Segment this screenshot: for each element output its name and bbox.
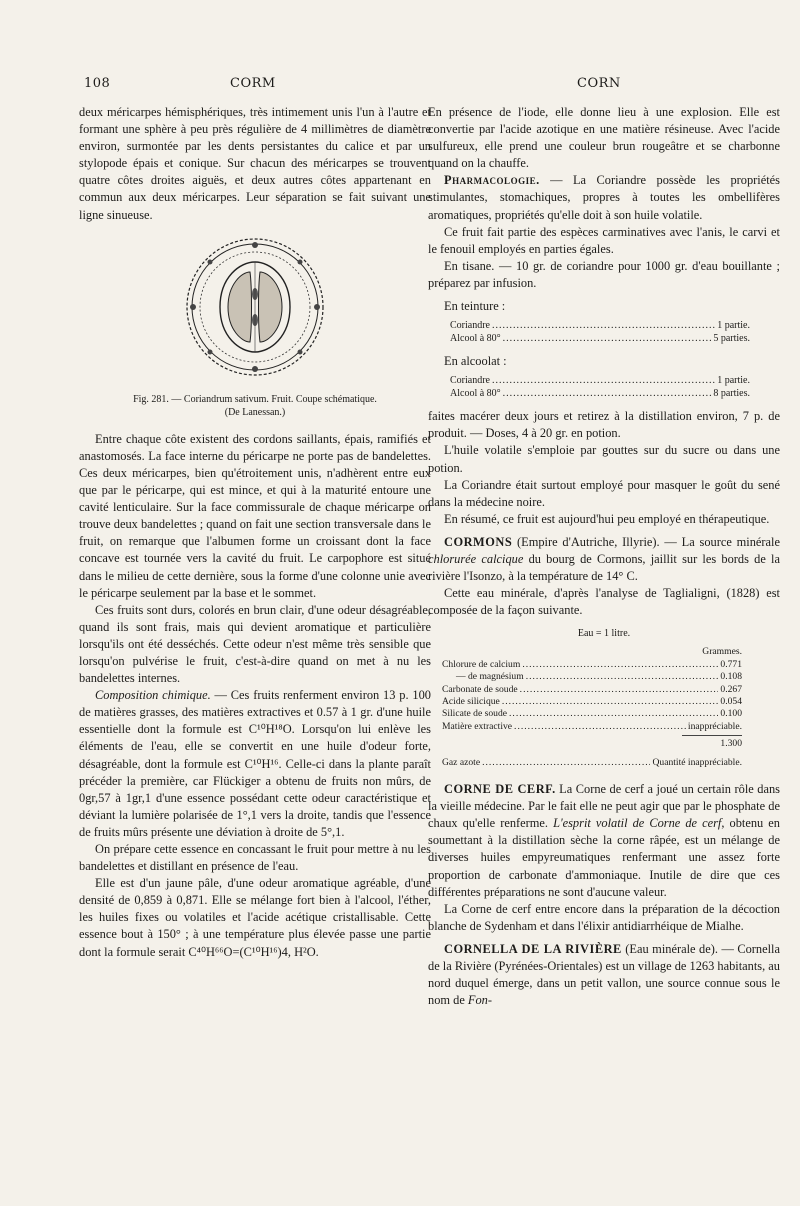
entry-heading: CORNE DE CERF. [444,782,556,797]
figure-caption: Fig. 281. — Coriandrum sativum. Fruit. Coupe schématique. (De Lanessan.) [133,393,377,418]
recipe-alcoolat [450,374,750,400]
section-heading: Composition chimique. [95,688,211,703]
table-unit: Grammes. [702,646,742,658]
paragraph: En présence de l'iode, elle donne lieu à une explosion. Elle est convertie par l'acide azotique en une matière résineuse. Avec l'acide sulfureux, elle prend une couleur brun rougeâtre et se charbonne quand on la chauffe. [428,105,780,171]
entry-cormons: CORMONS (Empire d'Autriche, Illyrie). — La source minérale chlorurée calcique du bourg de Cormons, jaillit sur les bords de la rivière l'Isonzo, à la température de 14° C. [428,534,780,584]
entry-corne-de-cerf: CORNE DE CERF. La Corne de cerf a joué un certain rôle dans la vieille médecine. Par le fait elle ne peut agir que par le phosphate de chaux qu'elle renferme. L'esprit volatil de Corne de cerf, obtenu en soumettant à la distillation sèche la corne râpée, est un mélange de diverses huiles empyreumatiques renfermant une assez forte proportion de carbonate d'ammoniaque. Inutile de dire que ces différentes préparations ne sont d'aucune valeur. [428,782,780,899]
figure-coriander-section [79,232,431,387]
paragraph: On prépare cette essence en concassant le fruit pour mettre à nu les bandelettes et distillant en présence de l'eau. [79,842,431,874]
table-total: 1.300 [720,738,742,750]
paragraph: deux méricarpes hémisphériques, très intimement unis l'un à l'autre et formant une sphère à peu près régulière de 4 millimètres de diamètre environ, surmontée par les dents persistantes du calice et par un stylopode épais et conique. Sur chacun des méricarpes se trouvent quatre côtes droites aiguës, et deux autres côtes appartenant en commun aux deux méricarpes. Leur séparation se fait suivant une ligne sinueuse. [79,105,431,222]
table-rule [682,735,742,736]
paragraph: Ces fruits sont durs, colorés en brun clair, d'une odeur désagréable, quand ils sont frais, mais qui devient aromatique et particulière lorsqu'ils ont été desséchés. Cette odeur n'est même très sensible que lorsqu'on pulvérise le fruit, c'est-à-dire quand on met à nu les bandelettes internes. [79,602,431,686]
recipe-teinture [450,319,750,345]
table-title: Eau = 1 litre. [577,628,631,640]
paragraph: L'huile volatile s'emploie par gouttes sur du sucre ou dans une potion. [428,443,780,475]
paragraph: La Corne de cerf entre encore dans la préparation de la décoction blanche de Sydenham et dans l'élixir antidiarrhéique de Mialhe. [428,901,780,933]
paragraph: Cette eau minérale, d'après l'analyse de Taglialigni, (1828) est composée de la façon suivante. [428,586,780,618]
paragraph: En tisane. — 10 gr. de coriandre pour 1000 gr. d'eau bouillante ; préparez par infusion. [428,258,780,290]
recipe-row: Coriandre ..... 1 partie. [450,374,750,387]
paragraph: En résumé, ce fruit est aujourd'hui peu employé en thérapeutique. [444,511,770,526]
table-row: Silicate de soude ..... 0.100 [442,708,742,720]
paragraph: faites macérer deux jours et retirez à la distillation environ, 7 p. de produit. — Doses, 4 à 20 gr. en potion. [428,409,780,441]
entry-heading: CORMONS [444,534,513,549]
paragraph: La Coriandre était surtout employé pour masquer le goût du sené dans la médecine noire. [428,477,780,509]
table-row: Acide silicique ..... 0.054 [442,696,742,708]
paragraph: Ce fruit fait partie des espèces carminatives avec l'anis, le carvi et le fenouil employés en parties égales. [428,224,780,256]
table-row: — de magnésium ..... 0.108 [442,671,742,683]
recipe-row: Alcool à 80° ..... 5 parties. [450,332,750,345]
table-row-gaz: Gaz azote ..... Quantité inappréciable. [442,757,742,769]
running-head-right: CORN [577,76,621,91]
paragraph: Elle est d'un jaune pâle, d'une odeur aromatique agréable, d'une densité de 0,859 à 0,871. Elle se mélange fort bien à l'alcool, l'éther, les huiles fixes ou volatiles et l'acide acétique cristallisable. Cette essence bout à 150° ; à une température plus élevée passe une partie dont la formule serait C⁴⁰H⁶⁶O=(C¹⁰H¹⁶)4, H²O. [79,876,431,959]
recipe-row: Coriandre ..... 1 partie. [450,319,750,332]
entry-cornella: CORNELLA DE LA RIVIÈRE (Eau minérale de). — Cornella de la Rivière (Pyrénées-Orientales) est un village de 1263 habitants, au nord duquel émerge, dans un petit vallon, une source connue sous le nom de Fon- [428,941,780,1008]
recipe-row: Alcool à 80° ..... 8 parties. [450,387,750,400]
recipe-label: En alcoolat : [444,354,507,369]
left-column [79,104,431,961]
recipe-label: En teinture : [444,299,506,314]
table-row: Matière extractive ..... inappréciable. [442,721,742,733]
page-number: 108 [84,76,111,91]
paragraph: Entre chaque côte existent des cordons saillants, épais, ramifiés et anastomosés. La face interne du péricarpe ne porte pas de bandelettes. Ces deux méricarpes, bien qu'étroitement unis, n'adhèrent entre eux que par le péricarpe, qui est mince, et qui à la maturité entoure une cavité lenticulaire. Sur la face commissurale de chaque méricarpe on trouve deux bandelettes ; quand on fait une section transversale dans le fruit, on remarque que l'albumen forme un croissant dont la face concave est tournée vers la cavité du fruit. Le carpophore est situé dans le milieu de cette dernière, sous la forme d'une colonne unie avec le péricarpe seulement par la base et le sommet. [79,431,431,600]
table-row: Carbonate de soude ..... 0.267 [442,684,742,696]
composition-table [442,646,742,769]
table-row: Chlorure de calcium ..... 0.771 [442,659,742,671]
running-head-left: CORM [230,76,276,91]
coriander-fruit-illustration [180,232,330,382]
paragraph-composition: Composition chimique. — Ces fruits renferment environ 13 p. 100 de matières grasses, des matières extractives et 0.57 à 1 gr. d'une huile essentielle dont la formule est C¹⁰H¹⁸O. Lorsqu'on lui enlève les éléments de l'eau, elle se convertit en une huile d'odeur forte, désagréable, dont la formule est C¹⁰H¹⁶. Celle-ci dans la plante paraît précéder la première, car Flückiger a obtenu de fruits non mûrs, de 0gr,57 à 1gr,1 d'une essence possédant cette odeur caractéristique et déviant la lumière polarisée de 1°,1 vers la droite, tandis que l'essence de fruits mûrs présente une déviation à droite de 5°,1. [79,688,431,839]
section-heading: Pharmacologie. [444,173,540,188]
paragraph-pharmacologie: Pharmacologie. — La Coriandre possède les propriétés stimulantes, stomachiques, propres à toutes les ombellifères aromatiques, propriétés qu'elle doit à son huile volatile. [428,173,780,222]
right-column [428,104,780,1009]
entry-heading: CORNELLA DE LA RIVIÈRE [444,941,622,956]
